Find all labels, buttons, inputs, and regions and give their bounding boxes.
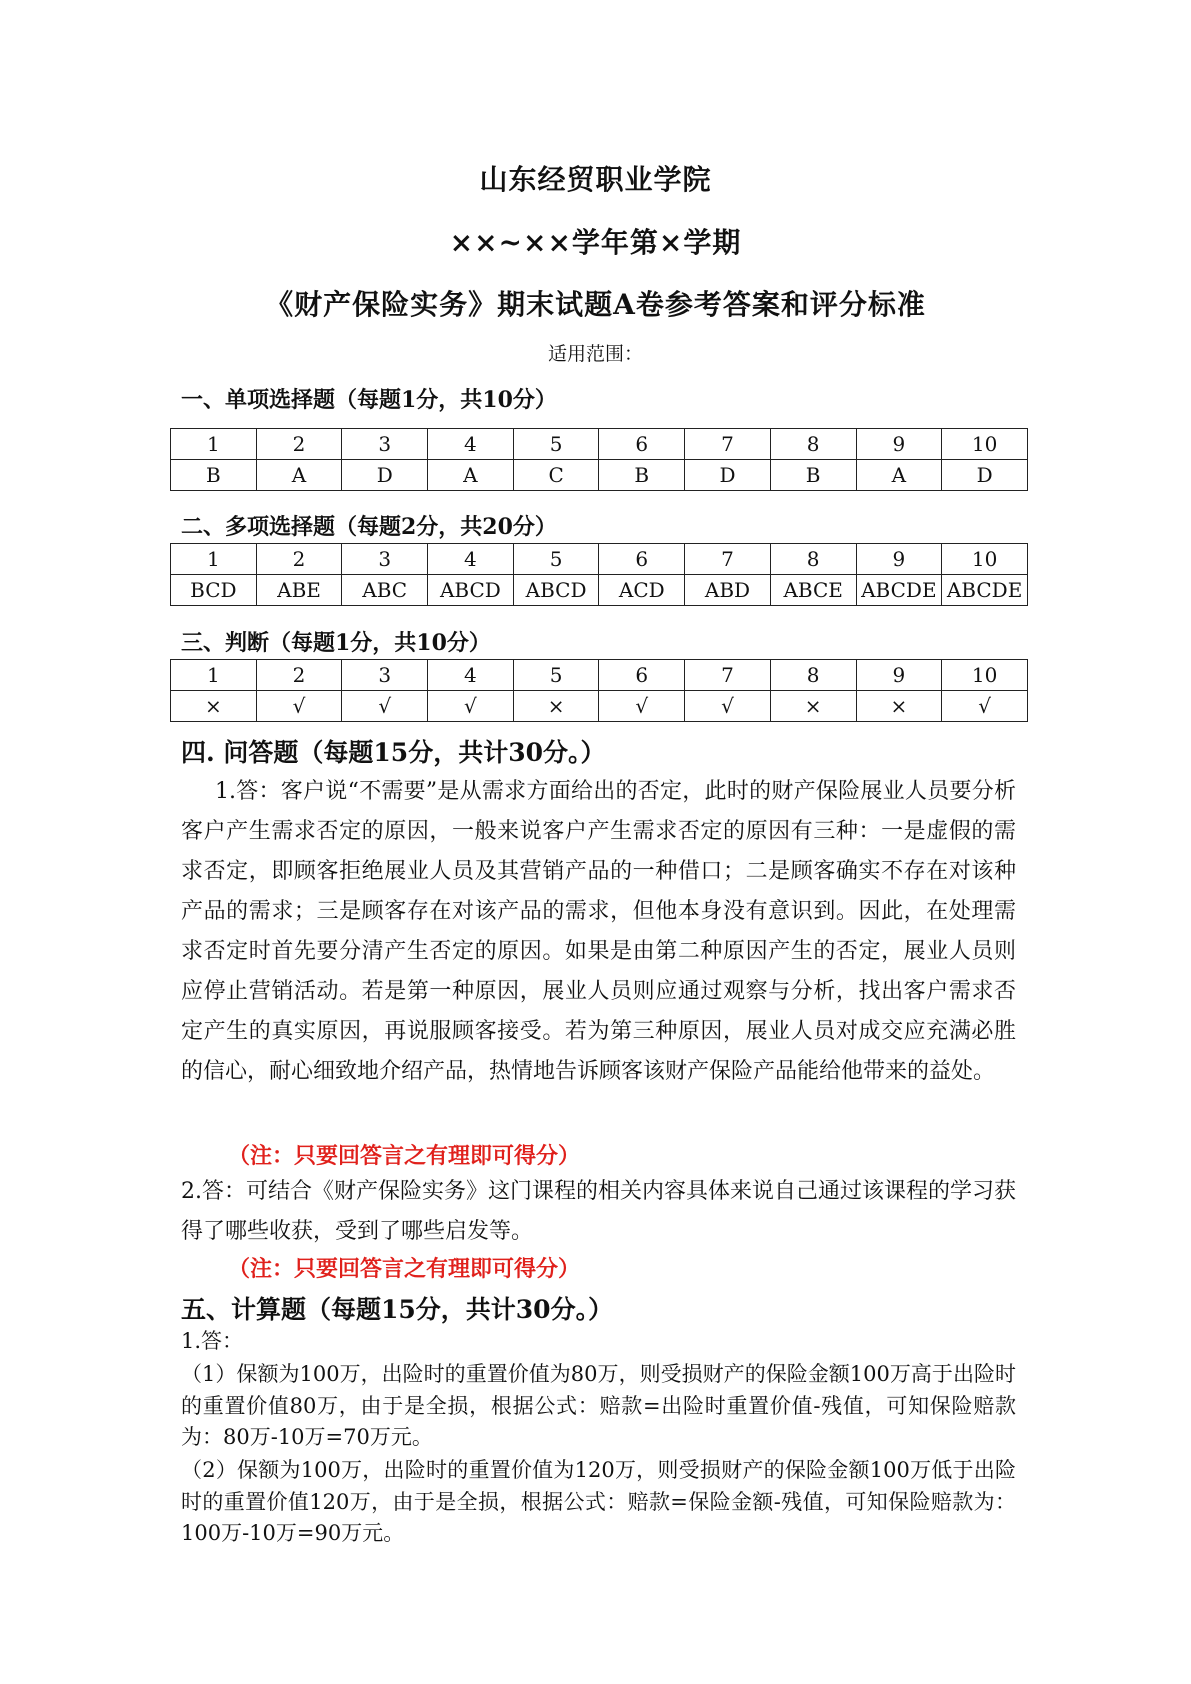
table-cell: C [513, 460, 599, 491]
table-cell: 10 [942, 429, 1028, 460]
table-cell: B [171, 460, 257, 491]
table-cell: × [856, 691, 942, 722]
table-cell: √ [599, 691, 685, 722]
table-cell: ACD [599, 575, 685, 606]
table-row [171, 575, 1028, 606]
exam-title: 《财产保险实务》期末试题A卷参考答案和评分标准 [265, 288, 926, 321]
table-cell: √ [256, 691, 342, 722]
table-cell: √ [342, 691, 428, 722]
table-cell: BCD [171, 575, 257, 606]
table-cell: 4 [428, 429, 514, 460]
term-title: ××~××学年第×学期 [449, 226, 742, 259]
table-cell: 1 [171, 544, 257, 575]
table-cell: ABCE [770, 575, 856, 606]
table-cell: 7 [685, 660, 771, 691]
table-cell: 4 [428, 660, 514, 691]
section1-answer-table [170, 428, 1028, 491]
table-cell: 6 [599, 544, 685, 575]
table-cell: 4 [428, 544, 514, 575]
table-cell: 6 [599, 429, 685, 460]
table-cell: 2 [256, 429, 342, 460]
table-cell: 8 [770, 544, 856, 575]
school-name: 山东经贸职业学院 [479, 163, 712, 196]
table-cell: D [685, 460, 771, 491]
table-cell: ABCDE [942, 575, 1028, 606]
table-cell: 6 [599, 660, 685, 691]
table-row [171, 660, 1028, 691]
table-cell: 7 [685, 544, 771, 575]
section4-note-2: （注：只要回答言之有理即可得分） [228, 1256, 581, 1282]
table-cell: ABE [256, 575, 342, 606]
section5-part-1: （1）保额为100万，出险时的重置价值为80万，则受损财产的保险金额100万高于出险时的重置价值80万，由于是全损，根据公式：赔款=出险时重置价值-残值，可知保险赔款为：80万-10万=70万元。 [181, 1362, 1016, 1449]
table-cell: × [171, 691, 257, 722]
section2-title: 二、多项选择题（每题2分，共20分） [181, 514, 557, 540]
table-cell: 5 [513, 660, 599, 691]
table-cell: B [770, 460, 856, 491]
table-cell: 9 [856, 660, 942, 691]
section4-title: 四. 问答题（每题15分，共计30分。） [181, 738, 606, 767]
table-cell: × [770, 691, 856, 722]
table-cell: 3 [342, 429, 428, 460]
table-cell: 10 [942, 544, 1028, 575]
table-cell: 1 [171, 429, 257, 460]
section4-note-1: （注：只要回答言之有理即可得分） [228, 1143, 581, 1169]
table-cell: 7 [685, 429, 771, 460]
table-cell: ABCDE [856, 575, 942, 606]
table-cell: D [942, 460, 1028, 491]
table-cell: √ [428, 691, 514, 722]
table-cell: ABC [342, 575, 428, 606]
table-cell: 8 [770, 660, 856, 691]
table-cell: 2 [256, 544, 342, 575]
table-cell: 1 [171, 660, 257, 691]
table-cell: 8 [770, 429, 856, 460]
table-cell: 3 [342, 660, 428, 691]
section3-title: 三、判断（每题1分，共10分） [181, 630, 491, 656]
table-cell: 9 [856, 429, 942, 460]
table-cell: 2 [256, 660, 342, 691]
table-row [171, 691, 1028, 722]
table-cell: √ [942, 691, 1028, 722]
table-cell: 5 [513, 429, 599, 460]
table-cell: 10 [942, 660, 1028, 691]
table-row [171, 429, 1028, 460]
table-row [171, 544, 1028, 575]
section4-answer-2: 2.答：可结合《财产保险实务》这门课程的相关内容具体来说自己通过该课程的学习获得了哪些收获，受到了哪些启发等。 [181, 1179, 1016, 1244]
table-cell: ABCD [513, 575, 599, 606]
table-cell: A [256, 460, 342, 491]
table-cell: 9 [856, 544, 942, 575]
table-row [171, 460, 1028, 491]
scope-label: 适用范围： [547, 343, 643, 365]
section5-answer-label: 1.答： [181, 1329, 244, 1353]
table-cell: ABD [685, 575, 771, 606]
section3-answer-table [170, 659, 1028, 722]
section2-answer-table [170, 543, 1028, 606]
table-cell: B [599, 460, 685, 491]
table-cell: D [342, 460, 428, 491]
table-cell: ABCD [428, 575, 514, 606]
section4-answer-1: 1.答：客户说“不需要”是从需求方面给出的否定，此时的财产保险展业人员要分析客户产生需求否定的原因，一般来说客户产生需求否定的原因有三种：一是虚假的需求否定，即顾客拒绝展业人员及其营销产品的一种借口；二是顾客确实不存在对该种产品的需求；三是顾客存在对该产品的需求，但他本身没有意识到。因此，在处理需求否定时首先要分清产生否定的原因。如果是由第二种原因产生的否定，展业人员则应停止营销活动。若是第一种原因，展业人员则应通过观察与分析，找出客户需求否定产生的真实原因，再说服顾客接受。若为第三种原因，展业人员对成交应充满必胜的信心，耐心细致地介绍产品，热情地告诉顾客该财产保险产品能给他带来的益处。 [181, 779, 1016, 1084]
table-cell: 3 [342, 544, 428, 575]
table-cell: √ [685, 691, 771, 722]
section5-title: 五、计算题（每题15分，共计30分。） [181, 1295, 614, 1324]
table-cell: 5 [513, 544, 599, 575]
table-cell: A [856, 460, 942, 491]
table-cell: × [513, 691, 599, 722]
table-cell: A [428, 460, 514, 491]
section1-title: 一、单项选择题（每题1分，共10分） [181, 387, 557, 413]
section5-part-2: （2）保额为100万，出险时的重置价值为120万，则受损财产的保险金额100万低于出险时的重置价值120万，由于是全损，根据公式：赔款=保险金额-残值，可知保险赔款为：100万-10万=90万元。 [181, 1458, 1016, 1545]
